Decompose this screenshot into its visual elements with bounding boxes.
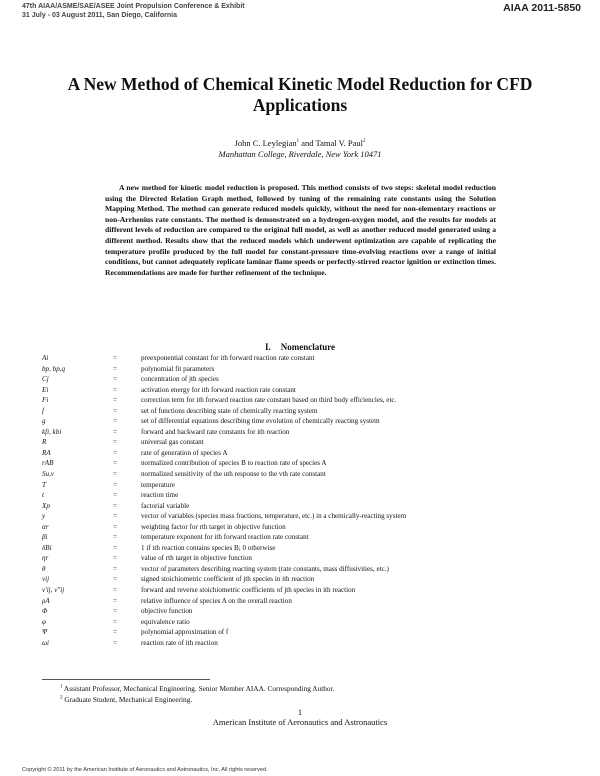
nomenclature-definition: reaction time (141, 491, 179, 500)
nomenclature-equals: = (113, 480, 118, 489)
nomenclature-symbol: Cj (42, 375, 49, 384)
nomenclature-symbol: Ei (42, 385, 49, 394)
nomenclature-definition: set of functions describing state of chemically reacting system (141, 406, 318, 415)
conference-dates: 31 July - 03 August 2011, San Diego, California (22, 11, 177, 19)
nomenclature-symbol: y (42, 512, 46, 521)
section-number: I. (264, 342, 271, 352)
footnote-text: Assistant Professor, Mechanical Engineering. Senior Member AIAA. Corresponding Author. (63, 684, 335, 693)
nomenclature-definition: vector of parameters describing reacting system (rate constants, mass diffusivities, etc.) (141, 564, 389, 573)
abstract: A new method for kinetic model reduction is proposed. This method consists of two steps: skeletal model reduction using the Directed Relation Graph method, followed by tuning of the remaining rate constants using the Solution Mapping Method. The method can generate reduced models quickly, without the need for non-elementary reactions or non-Arrhenius rate constants. The method is demonstrated on a hydrogen-oxygen model, and the results for models at different levels of reduction are compared to the original full model, as well as another reduced model generated using a different method. Results show that the reduced models which underwent optimization are capable of replicating the temperature profile produced by the full model for constant-pressure time-evolving reactions over a range of initial conditions, but cannot adequately replicate laminar flame speeds or perfectly-stirred reactor ignition or extinction times. Recommendations are made for further refinement of the technique. (105, 183, 496, 277)
nomenclature-symbol: g (42, 417, 46, 426)
nomenclature-definition: factorial variable (141, 501, 190, 510)
nomenclature-row (42, 501, 582, 512)
nomenclature-definition: equivalence ratio (141, 617, 190, 626)
nomenclature-row (42, 585, 582, 596)
nomenclature-symbol: Φ (42, 607, 48, 616)
nomenclature-row (42, 543, 582, 554)
nomenclature-symbol: T (42, 480, 46, 489)
nomenclature-definition: relative influence of species A on the overall reaction (141, 596, 292, 605)
nomenclature-symbol: Fi (42, 396, 49, 405)
section-title: Nomenclature (280, 342, 336, 352)
nomenclature-row (42, 522, 582, 533)
author-2: Tamal V. Paul (315, 138, 363, 148)
nomenclature-equals: = (113, 364, 118, 373)
nomenclature-equals: = (113, 638, 118, 647)
nomenclature-definition: set of differential equations describing time evolution of chemically reacting system (141, 417, 380, 426)
nomenclature-row (42, 564, 582, 575)
nomenclature-definition: 1 if ith reaction contains species B; 0 otherwise (141, 543, 276, 552)
nomenclature-symbol: βi (42, 533, 48, 542)
nomenclature-symbol: kfi, kbi (42, 427, 62, 436)
nomenclature-equals: = (113, 470, 118, 479)
nomenclature-symbol: φ (42, 617, 46, 626)
nomenclature-equals: = (113, 607, 118, 616)
nomenclature-equals: = (113, 512, 118, 521)
nomenclature-definition: correction term for ith forward reaction rate constant based on third body efficiencies, etc. (141, 396, 397, 405)
paper-id: AIAA 2011-5850 (503, 2, 581, 14)
footnote-mark: 2 (60, 695, 63, 701)
nomenclature-symbol: t (42, 491, 44, 500)
nomenclature-definition: temperature exponent for ith forward reaction rate constant (141, 533, 309, 542)
nomenclature-row (42, 574, 582, 585)
nomenclature-definition: temperature (141, 480, 175, 489)
nomenclature-equals: = (113, 406, 118, 415)
footnote-mark: 1 (60, 684, 63, 690)
nomenclature-definition: reaction rate of ith reaction (141, 638, 218, 647)
nomenclature-equals: = (113, 459, 118, 468)
nomenclature-row (42, 627, 582, 638)
nomenclature-definition: forward and backward rate constants for ith reaction (141, 427, 290, 436)
nomenclature-definition: normalized sensitivity of the uth response to the vth rate constant (141, 470, 326, 479)
nomenclature-symbol: Xp (42, 501, 50, 510)
nomenclature-symbol: f (42, 406, 44, 415)
nomenclature-definition: objective function (141, 607, 193, 616)
nomenclature-equals: = (113, 628, 118, 637)
nomenclature-equals: = (113, 427, 118, 436)
nomenclature-symbol: Ai (42, 354, 49, 362)
page-number: 1 (297, 707, 303, 717)
nomenclature-symbol: ρA (42, 596, 50, 605)
nomenclature-row (42, 458, 582, 469)
nomenclature-symbol: R (42, 438, 47, 447)
footnote-divider (42, 679, 210, 680)
nomenclature-symbol: rAB (42, 459, 54, 468)
nomenclature-equals: = (113, 522, 118, 531)
nomenclature-symbol: Su,v (42, 470, 55, 479)
nomenclature-row (42, 511, 582, 522)
nomenclature-row (42, 638, 582, 649)
nomenclature-definition: value of rth target in objective function (141, 554, 252, 563)
nomenclature-symbol: ηr (42, 554, 49, 563)
nomenclature-list (42, 353, 582, 648)
nomenclature-definition: forward and reverse stoichiometric coefficients of jth species in ith reaction (141, 586, 356, 595)
footnote-1 (60, 684, 334, 693)
nomenclature-row (42, 353, 582, 364)
author-joiner: and (299, 138, 316, 148)
nomenclature-symbol: Ψ (42, 628, 47, 637)
nomenclature-equals: = (113, 501, 118, 510)
nomenclature-symbol: ν′ij, ν″ij (42, 586, 65, 595)
nomenclature-row (42, 617, 582, 628)
nomenclature-equals: = (113, 375, 118, 384)
nomenclature-row (42, 385, 582, 396)
nomenclature-row (42, 437, 582, 448)
nomenclature-definition: polynomial approximation of f (141, 628, 229, 637)
nomenclature-symbol: RA (42, 448, 51, 457)
nomenclature-row (42, 395, 582, 406)
nomenclature-row (42, 469, 582, 480)
footnote-2 (60, 695, 192, 704)
nomenclature-row (42, 596, 582, 607)
nomenclature-row (42, 416, 582, 427)
nomenclature-row (42, 448, 582, 459)
nomenclature-equals: = (113, 354, 118, 362)
nomenclature-symbol: αr (42, 522, 49, 531)
conference-name: 47th AIAA/ASME/SAE/ASEE Joint Propulsion Conference & Exhibit (22, 3, 245, 10)
nomenclature-equals: = (113, 417, 118, 426)
nomenclature-symbol: δBi (42, 543, 52, 552)
nomenclature-equals: = (113, 543, 118, 552)
nomenclature-equals: = (113, 396, 118, 405)
nomenclature-row (42, 606, 582, 617)
author-2-mark: 2 (362, 139, 366, 145)
nomenclature-symbol: θ (42, 564, 46, 573)
nomenclature-equals: = (113, 596, 118, 605)
nomenclature-row (42, 364, 582, 375)
author-1-mark: 1 (296, 139, 300, 145)
affiliation: Manhattan College, Riverdale, New York 10471 (218, 149, 382, 159)
nomenclature-definition: rate of generation of species A (141, 448, 228, 457)
nomenclature-definition: universal gas constant (141, 438, 204, 447)
nomenclature-symbol: νij (42, 575, 50, 584)
nomenclature-definition: activation energy for ith forward reaction rate constant (141, 385, 296, 394)
nomenclature-symbol: ωi (42, 638, 49, 647)
author-1: John C. Leylegian (234, 138, 297, 148)
nomenclature-equals: = (113, 448, 118, 457)
nomenclature-definition: signed stoichiometric coefficient of jth species in ith reaction (141, 575, 315, 584)
nomenclature-definition: preexponential constant for ith forward reaction rate constant (141, 354, 315, 362)
nomenclature-definition: polynomial fit parameters (141, 364, 215, 373)
paper-title: A New Method of Chemical Kinetic Model Reduction for CFD Applications (67, 74, 533, 115)
nomenclature-definition: normalized contribution of species B to reaction rate of species A (141, 459, 327, 468)
nomenclature-row (42, 427, 582, 438)
nomenclature-symbol: bp, bp,q (42, 364, 66, 373)
nomenclature-row (42, 374, 582, 385)
nomenclature-equals: = (113, 564, 118, 573)
nomenclature-equals: = (113, 586, 118, 595)
section-heading (0, 342, 600, 352)
nomenclature-equals: = (113, 385, 118, 394)
nomenclature-row (42, 480, 582, 491)
footnote-text: Graduate Student, Mechanical Engineering. (64, 695, 193, 704)
nomenclature-row (42, 553, 582, 564)
nomenclature-row (42, 532, 582, 543)
nomenclature-row (42, 406, 582, 417)
nomenclature-definition: vector of variables (species mass fractions, temperature, etc.) in a chemically-reacting system (141, 512, 407, 521)
copyright-notice: Copyright © 2011 by the American Institute of Aeronautics and Astronautics, Inc. All rights reserved. (22, 767, 268, 773)
nomenclature-equals: = (113, 533, 118, 542)
nomenclature-row (42, 490, 582, 501)
nomenclature-equals: = (113, 438, 118, 447)
conference-header (22, 3, 245, 20)
nomenclature-equals: = (113, 617, 118, 626)
nomenclature-definition: concentration of jth species (141, 375, 219, 384)
authors (0, 138, 600, 148)
nomenclature-definition: weighting factor for rth target in objective function (141, 522, 286, 531)
nomenclature-equals: = (113, 491, 118, 500)
nomenclature-equals: = (113, 575, 118, 584)
organization-footer: American Institute of Aeronautics and Astronautics (212, 717, 388, 727)
nomenclature-equals: = (113, 554, 118, 563)
